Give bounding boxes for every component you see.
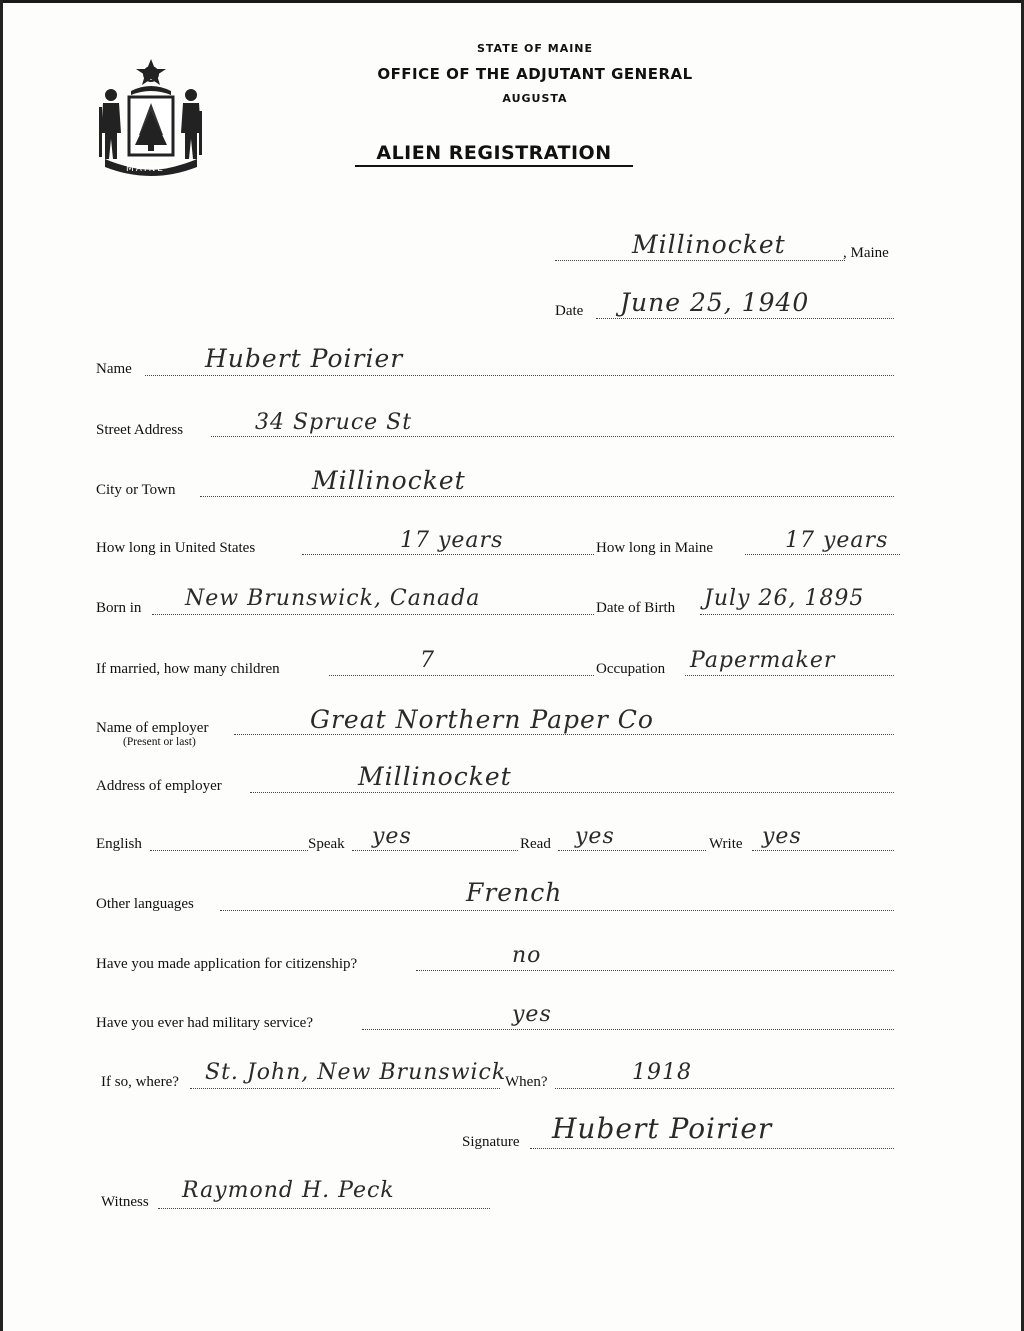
english-line [150,850,308,851]
witness-label: Witness [101,1194,149,1210]
citizenship-label: Have you made application for citizenship? [96,956,358,972]
how-long-us-value: 17 years [400,528,504,553]
employer-value: Great Northern Paper Co [310,705,654,734]
town-value: Millinocket [632,230,786,259]
how-long-maine-label: How long in Maine [596,540,714,556]
employer-note: (Present or last) [123,736,196,748]
dob-value: July 26, 1895 [704,586,865,611]
when-value: 1918 [632,1060,692,1085]
street-line [211,436,894,437]
children-line [329,675,594,676]
occupation-label: Occupation [596,661,666,677]
date-label: Date [555,303,584,319]
signature-line [530,1148,894,1149]
read-label: Read [520,836,551,852]
name-line [145,375,894,376]
born-in-value: New Brunswick, Canada [185,586,481,611]
header-state: STATE OF MAINE [476,42,594,55]
when-line [555,1088,894,1089]
born-in-label: Born in [96,600,142,616]
signature-label: Signature [462,1134,520,1150]
other-languages-line [220,910,894,911]
scan-border-left [0,0,3,1331]
citizenship-value: no [512,943,542,968]
read-value: yes [575,824,615,849]
other-languages-value: French [466,878,563,907]
other-languages-label: Other languages [96,896,194,912]
signature-value: Hubert Poirier [552,1112,773,1145]
where-line [190,1088,500,1089]
header-office: OFFICE OF THE ADJUTANT GENERAL [377,65,693,83]
military-label: Have you ever had military service? [96,1015,313,1031]
speak-value: yes [372,824,412,849]
how-long-maine-line [745,554,900,555]
write-line [752,850,894,851]
write-value: yes [762,824,802,849]
military-value: yes [512,1002,552,1027]
read-line [558,850,706,851]
speak-line [352,850,518,851]
form-title: ALIEN REGISTRATION [355,142,633,167]
english-label: English [96,836,142,852]
how-long-us-label: How long in United States [96,540,256,556]
born-in-line [152,614,594,615]
employer-address-label: Address of employer [96,778,222,794]
children-label: If married, how many children [96,661,280,677]
seal-text: MAINE [126,164,165,174]
street-label: Street Address [96,422,184,438]
maine-label: , Maine [843,245,889,261]
witness-value: Raymond H. Peck [182,1178,395,1203]
dob-line [700,614,894,615]
street-value: 34 Spruce St [255,410,413,435]
date-value: June 25, 1940 [620,288,810,317]
town-line [555,260,845,261]
employer-label: Name of employer [96,720,209,736]
dob-label: Date of Birth [596,600,676,616]
city-line [200,496,894,497]
where-label: If so, where? [101,1074,179,1090]
citizenship-line [416,970,894,971]
speak-label: Speak [308,836,345,852]
date-line [596,318,894,319]
name-value: Hubert Poirier [205,344,404,373]
occupation-line [685,675,894,676]
when-label: When? [505,1074,548,1090]
header-city: AUGUSTA [502,92,568,105]
city-label: City or Town [96,482,176,498]
employer-address-value: Millinocket [358,762,512,791]
employer-line [234,734,894,735]
how-long-us-line [302,554,594,555]
where-value: St. John, New Brunswick [205,1060,507,1085]
name-label: Name [96,361,132,377]
military-line [362,1029,894,1030]
city-value: Millinocket [312,466,466,495]
children-value: 7 [420,648,435,673]
occupation-value: Papermaker [690,648,836,673]
employer-address-line [250,792,894,793]
write-label: Write [709,836,743,852]
witness-line [158,1208,490,1209]
scan-border-top [0,0,1024,3]
how-long-maine-value: 17 years [785,528,889,553]
